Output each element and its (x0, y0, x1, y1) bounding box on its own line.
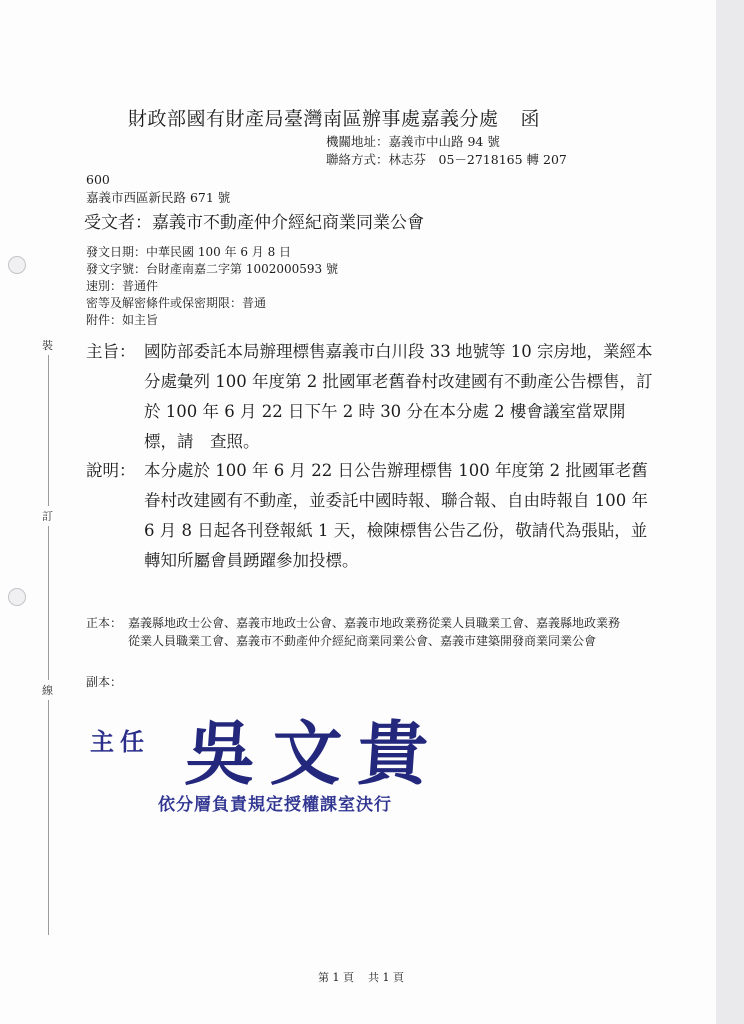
subject-text: 國防部委託本局辦理標售嘉義市白川段 33 地號等 10 宗房地，業經本分處彙列 100 年度第 2 批國軍老舊眷村改建國有不動產公告標售，訂於 100 年 6 月 22 日下午 2 時 30 分在本分處 2 樓會議室當眾開標，請 查照。 (144, 342, 653, 451)
document-type: 函 (520, 108, 541, 130)
document-number: 發文字號：台財產南嘉二字第 1002000593 號 (86, 262, 338, 276)
explanation-text: 本分處於 100 年 6 月 22 日公告辦理標售 100 年度第 2 批國軍老舊眷村改建國有不動產，並委託中國時報、聯合報、自由時報自 100 年 6 月 8 日起各刊登報紙 1 天，檢陳標售公告乙份，敬請代為張貼，並轉知所屬會員踴躍參加投標。 (144, 461, 654, 570)
signature-stamp: 吳文貴 (182, 712, 447, 795)
subject-label: 主旨： (86, 342, 136, 361)
delegation-note: 依分層負責規定授權課室決行 (158, 795, 392, 815)
binding-line (48, 335, 49, 935)
binding-label-top: 裝 (42, 335, 53, 355)
page-total: 共 1 頁 (368, 971, 404, 984)
explanation-label: 說明： (86, 461, 136, 480)
attachment-note: 附件：如主旨 (86, 313, 159, 327)
recipient-zip: 600 (86, 172, 110, 187)
agency-address: 機關地址：嘉義市中山路 94 號 (326, 134, 500, 149)
punch-hole-icon (8, 256, 26, 274)
delivery-speed: 速別：普通件 (86, 279, 159, 293)
issue-date: 發文日期：中華民國 100 年 6 月 8 日 (86, 245, 292, 259)
agency-contact-block (326, 133, 567, 169)
punch-hole-icon (8, 588, 26, 606)
agency-contact: 聯絡方式：林志芬 05－2718165 轉 207 (326, 152, 567, 167)
scan-edge (716, 0, 744, 1024)
signature-title: 主任 (90, 727, 150, 756)
copies-label: 正本： (86, 616, 123, 630)
page-number: 第 1 頁 (318, 971, 354, 984)
agency-name: 財政部國有財產局臺灣南區辦事處嘉義分處 (128, 108, 499, 130)
cc-label: 副本： (86, 675, 123, 689)
recipient-name: 受文者：嘉義市不動產仲介經紀商業同業公會 (84, 213, 424, 233)
document-meta (86, 244, 338, 329)
binding-label-middle: 訂 (42, 506, 53, 526)
secrecy-level: 密等及解密條件或保密期限：普通 (86, 296, 267, 310)
letterhead-title (128, 104, 540, 131)
copies-list: 嘉義縣地政士公會、嘉義市地政士公會、嘉義市地政業務從業人員職業工會、嘉義縣地政業務從業人員職業工會、嘉義市不動產仲介經紀商業同業公會、嘉義市建築開發商業同業公會 (128, 616, 621, 648)
page-footer (318, 969, 404, 985)
binding-label-bottom: 線 (42, 680, 53, 700)
recipient-address: 嘉義市西區新民路 671 號 (86, 190, 231, 205)
